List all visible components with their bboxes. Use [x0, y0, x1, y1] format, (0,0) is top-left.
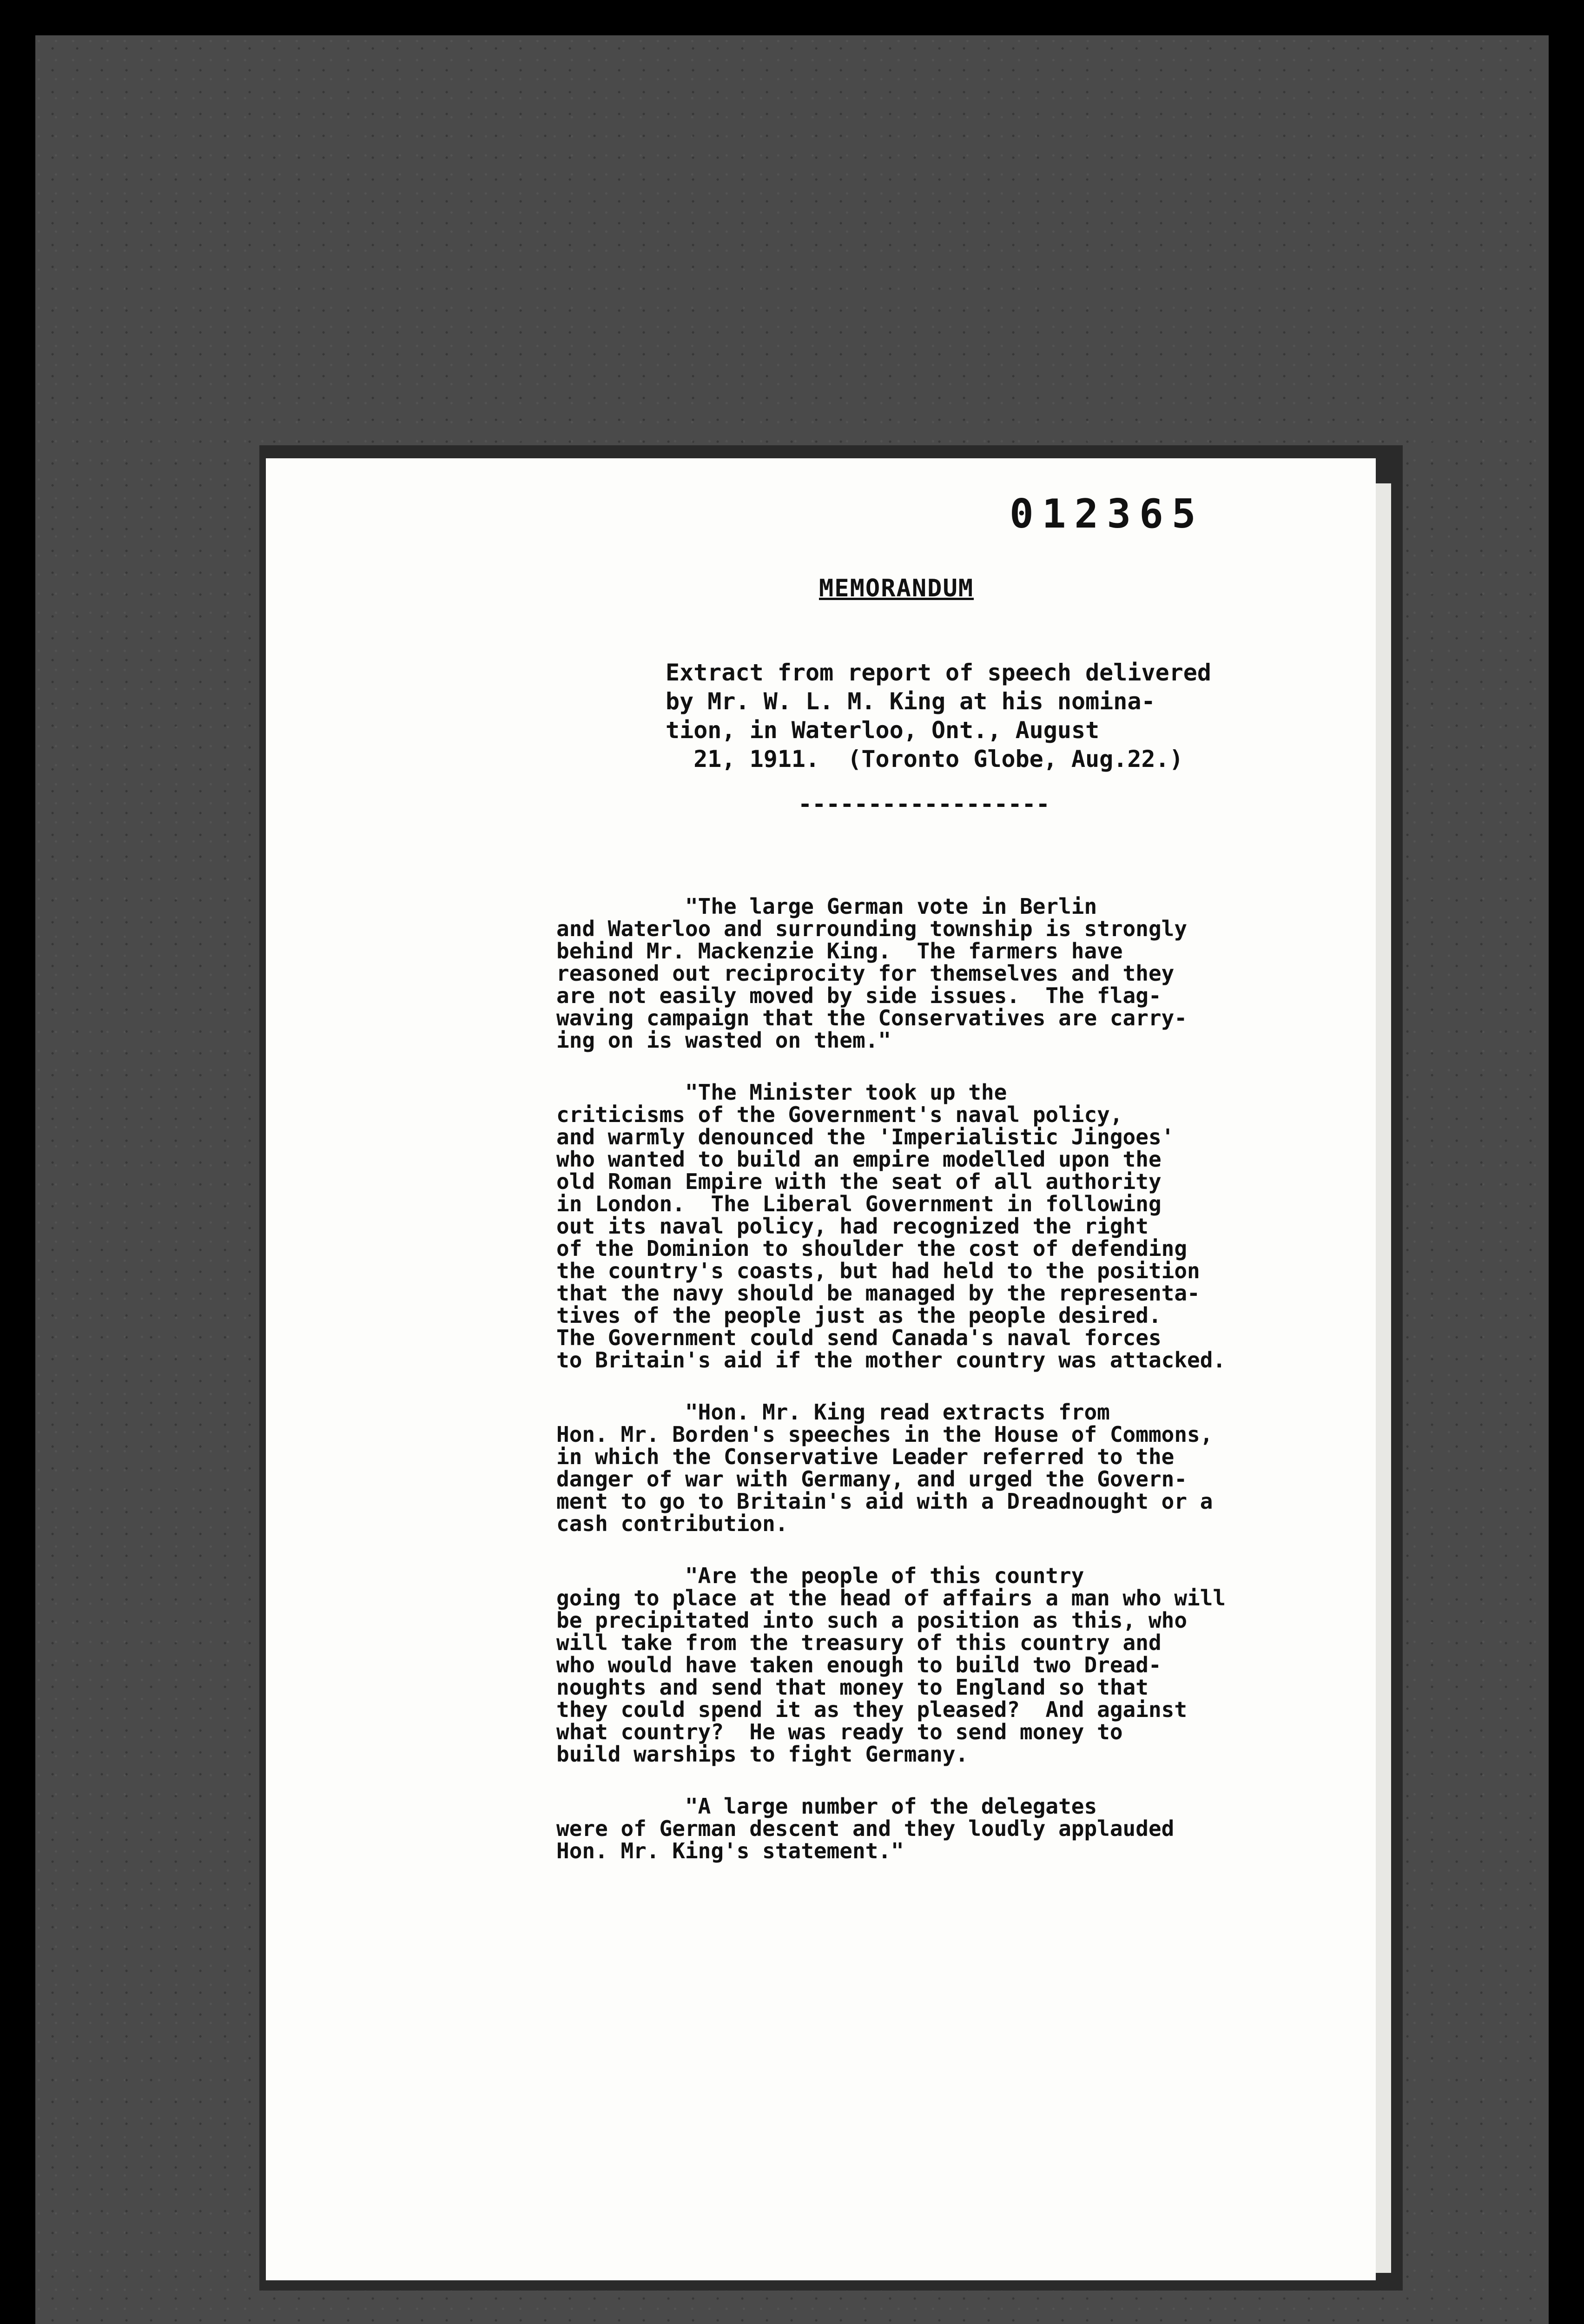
page-title: MEMORANDUM: [819, 574, 974, 602]
memorandum-page: [266, 458, 1376, 2280]
extract-line: 21, 1911. (Toronto Globe, Aug.22.): [666, 746, 1183, 772]
paragraph: "A large number of the delegates were of German descent and they loudly applauded Hon. Mr. King's statement.": [556, 1794, 1175, 1863]
extract-line: by Mr. W. L. M. King at his nomina-: [666, 688, 1155, 715]
divider-line: ------------------: [798, 791, 1050, 818]
extract-line: tion, in Waterloo, Ont., August: [666, 717, 1100, 744]
paragraph: "Hon. Mr. King read extracts from Hon. Mr. Borden's speeches in the House of Commons, in which the Conservative Leader referred to the danger of war with Germany, and urged the Govern- ment to go to Britain's aid with a Dreadnought or a cash contribution.: [556, 1400, 1213, 1536]
paragraph: "The large German vote in Berlin and Waterloo and surrounding township is strongly behind Mr. Mackenzie King. The farmers have reasoned out reciprocity for themselves and they are not easily moved by side issues. The flag- waving campaign that the Conservatives are carry- ing on is wasted on them.": [556, 894, 1188, 1053]
document-number: 012365: [1010, 491, 1204, 537]
paragraph: "Are the people of this country going to place at the head of affairs a man who will be precipitated into such a position as this, who will take from the treasury of this country and who would have taken enough to build two Dread- noughts and send that money to England so that they could spend it as they pleased? And against what country? He was ready to send money to build warships to fight Germany.: [556, 1563, 1226, 1767]
body-text: [556, 895, 1309, 1892]
extract-heading: [666, 658, 1211, 773]
extract-line: Extract from report of speech delivered: [666, 659, 1211, 686]
paragraph: "The Minister took up the criticisms of the Government's naval policy, and warmly denounced the 'Imperialistic Jingoes' who wanted to build an empire modelled upon the old Roman Empire with the seat of all authority in London. The Liberal Government in following out its naval policy, had recognized the right of the Dominion to shoulder the cost of defending the country's coasts, but had held to the position that the navy should be managed by the representa- tives of the people just as the people desired. The Government could send Canada's naval forces to Britain's aid if the mother country was attacked.: [556, 1080, 1226, 1373]
